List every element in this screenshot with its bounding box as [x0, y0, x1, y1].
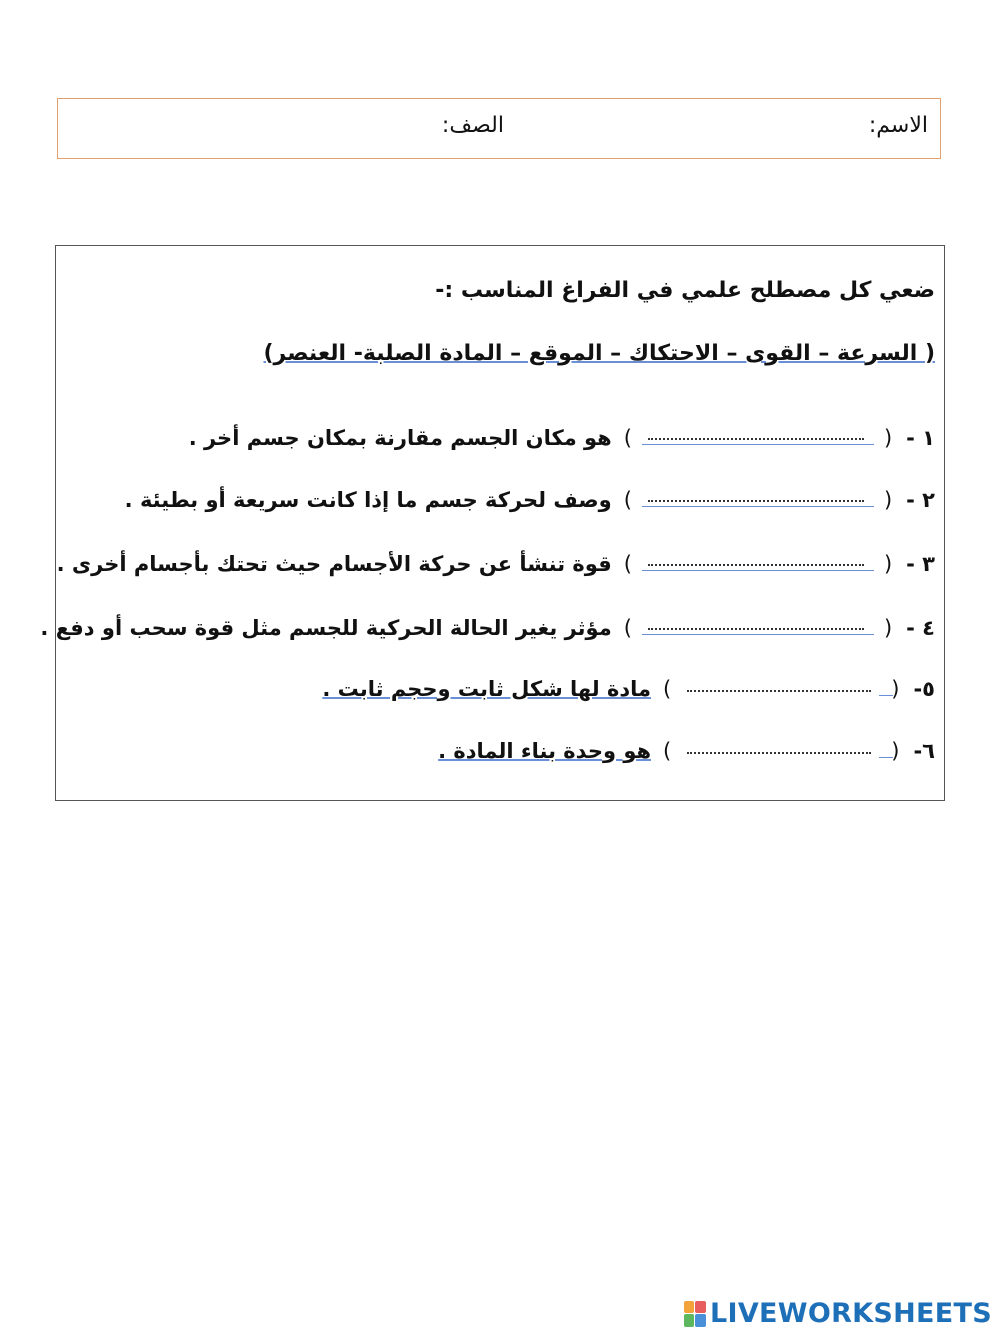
- question-text: هو وحدة بناء المادة .: [438, 739, 652, 763]
- question-row: ٤ - ( ) مؤثر يغير الحالة الحركية للجسم مثل قوة سحب أو دفع .: [40, 616, 935, 640]
- question-number: ٥-: [913, 677, 935, 701]
- liveworksheets-logo-icon: [684, 1301, 706, 1327]
- question-row: ٣ - ( ) قوة تنشأ عن حركة الأجسام حيث تحتك بأجسام أخرى .: [56, 552, 935, 576]
- answer-blank-3[interactable]: [642, 550, 874, 571]
- answer-blank-5[interactable]: [681, 676, 881, 696]
- word-bank: ( السرعة – القوى – الاحتكاك – الموقع – المادة الصلبة- العنصر): [263, 341, 935, 366]
- question-number: ٦-: [913, 739, 935, 763]
- brand-name: LIVEWORKSHEETS: [709, 1298, 992, 1329]
- class-label: الصف:: [441, 113, 504, 138]
- question-number: ٣ -: [906, 552, 935, 576]
- question-text: قوة تنشأ عن حركة الأجسام حيث تحتك بأجسام أخرى .: [56, 552, 612, 576]
- question-number: ٤ -: [906, 616, 935, 640]
- question-text: هو مكان الجسم مقارنة بمكان جسم أخر .: [188, 426, 612, 450]
- name-label: الاسم:: [868, 113, 928, 138]
- question-row: ١ - ( ) هو مكان الجسم مقارنة بمكان جسم أخر .: [188, 426, 935, 450]
- instruction-text: ضعي كل مصطلح علمي في الفراغ المناسب :-: [435, 278, 935, 303]
- answer-blank-6[interactable]: [681, 738, 881, 758]
- question-text: مادة لها شكل ثابت وحجم ثابت .: [322, 677, 652, 701]
- answer-blank-1[interactable]: [642, 424, 874, 445]
- answer-blank-2[interactable]: [642, 486, 874, 507]
- question-row: ٦- ( ) هو وحدة بناء المادة .: [438, 739, 935, 763]
- question-number: ١ -: [906, 426, 935, 450]
- answer-blank-4[interactable]: [642, 614, 874, 635]
- question-row: ٢ - ( ) وصف لحركة جسم ما إذا كانت سريعة أو بطيئة .: [124, 488, 935, 512]
- worksheet-box: [40, 245, 945, 801]
- liveworksheets-logo: [684, 1298, 992, 1329]
- student-info-box: [57, 98, 941, 159]
- question-text: وصف لحركة جسم ما إذا كانت سريعة أو بطيئة .: [124, 488, 612, 512]
- question-row: ٥- ( ) مادة لها شكل ثابت وحجم ثابت .: [322, 677, 935, 701]
- question-text: مؤثر يغير الحالة الحركية للجسم مثل قوة سحب أو دفع .: [40, 616, 612, 640]
- question-number: ٢ -: [906, 488, 935, 512]
